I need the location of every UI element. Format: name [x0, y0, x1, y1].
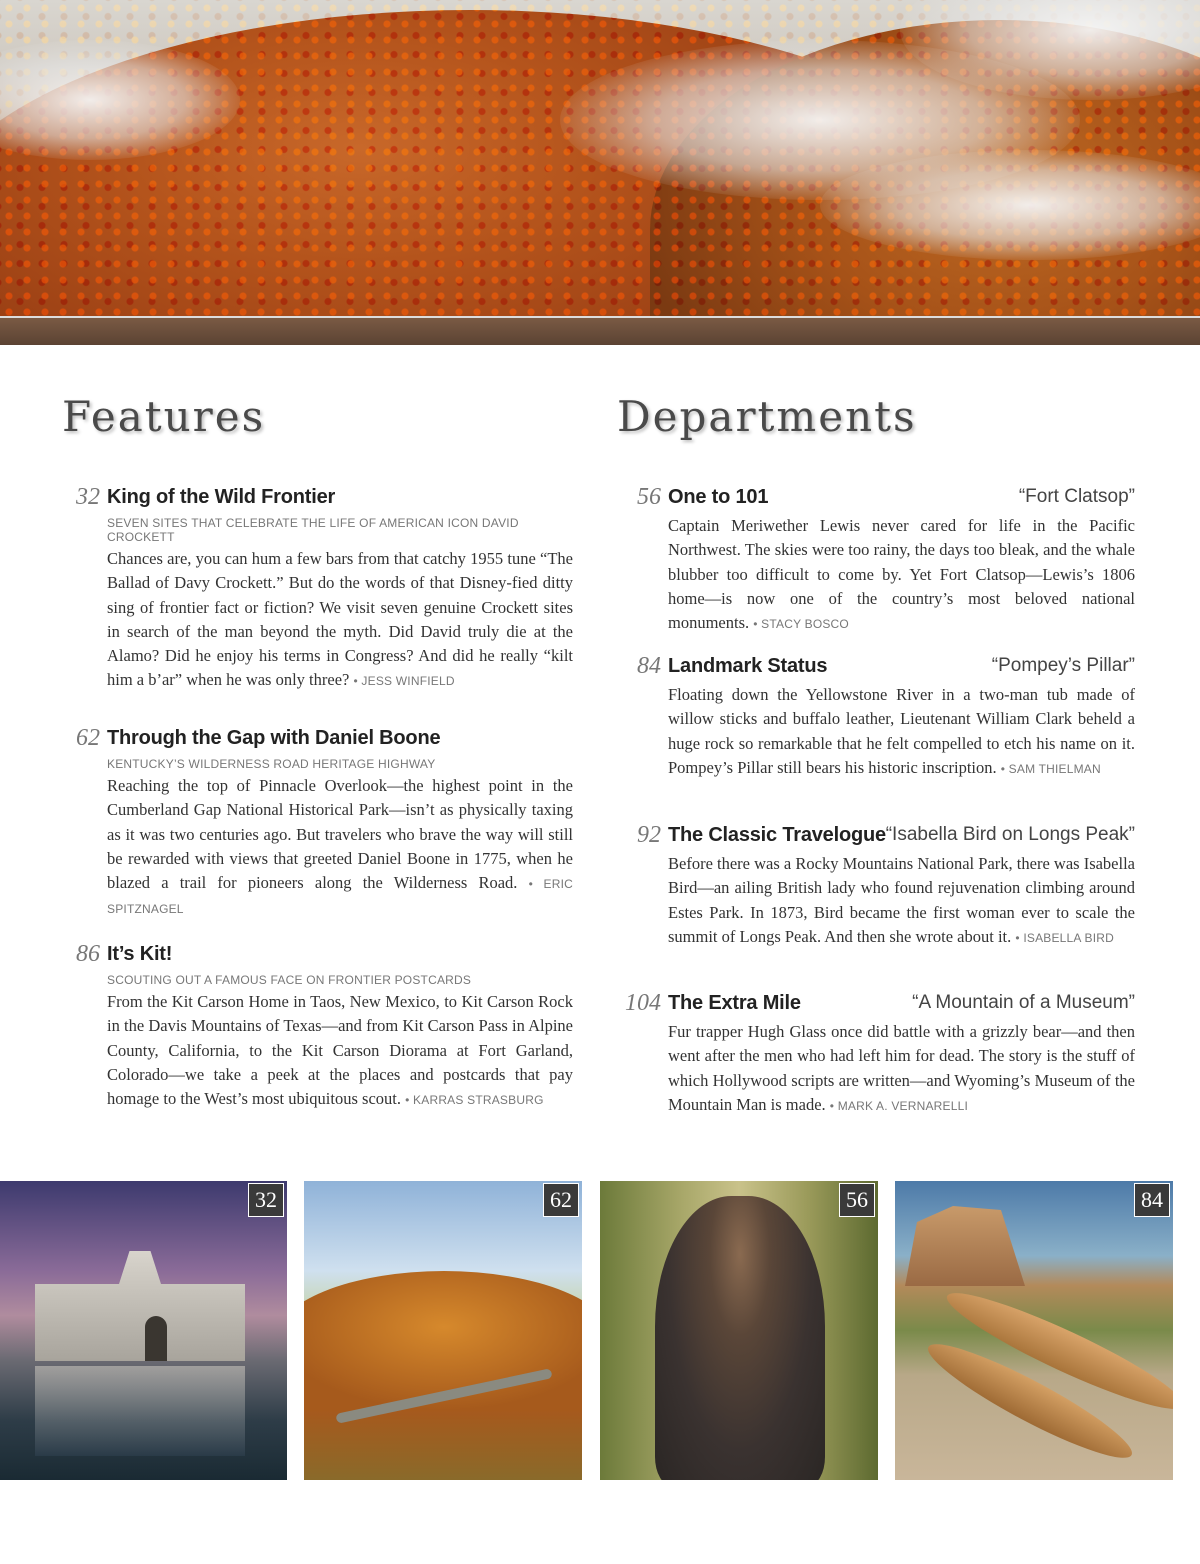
- department-entry[interactable]: [637, 653, 1135, 781]
- photo-alamo[interactable]: [0, 1181, 287, 1480]
- photo-sacagawea-statue[interactable]: [600, 1181, 878, 1480]
- feature-body: Chances are, you can hum a few bars from that catchy 1955 tune “The Ballad of Davy Crockett.” But do the words of that Disney-fied ditty sing of frontier fact or fiction? We visit seven genuine Crockett sites in search of the man beyond the myth. Did David truly die at the Alamo? Did he enjoy his terms in Congress? And did he really “kilt him a b’ar” when he was only three? • JESS WINFIELD: [107, 549, 573, 690]
- department-title[interactable]: One to 101: [668, 486, 769, 508]
- byline: • KARRAS STRASBURG: [405, 1093, 544, 1108]
- feature-title[interactable]: King of the Wild Frontier: [107, 486, 336, 508]
- feature-kicker: SCOUTING OUT A FAMOUS FACE ON FRONTIER POSTCARDS: [107, 973, 472, 987]
- department-entry[interactable]: [637, 484, 1135, 636]
- photo-page-badge: 84: [1134, 1183, 1170, 1217]
- byline: • ISABELLA BIRD: [1015, 930, 1114, 945]
- alamo-building: [35, 1251, 245, 1361]
- feature-title[interactable]: Through the Gap with Daniel Boone: [107, 727, 441, 749]
- feature-kicker: KENTUCKY’S WILDERNESS ROAD HERITAGE HIGHWAY: [107, 757, 436, 771]
- byline: • STACY BOSCO: [753, 617, 849, 632]
- feature-body: From the Kit Carson Home in Taos, New Mexico, to Kit Carson Rock in the Davis Mountains of Texas—and from Kit Carson Pass in Alpine County, California, to the Kit Carson Diorama at Fort Garland, Colorado—we take a peek at the places and postcards that pay homage to the West’s most ubiquitous scout. • KARRAS STRASBURG: [107, 992, 573, 1109]
- photo-page-badge: 62: [543, 1183, 579, 1217]
- photo-pompeys-pillar[interactable]: [895, 1181, 1173, 1480]
- department-title[interactable]: The Extra Mile: [668, 992, 801, 1014]
- department-subject: “Isabella Bird on Longs Peak”: [885, 824, 1135, 845]
- department-title[interactable]: The Classic Travelogue: [668, 824, 886, 846]
- byline: • MARK A. VERNARELLI: [829, 1098, 969, 1113]
- page-number: 56: [637, 484, 661, 510]
- feature-entry[interactable]: [76, 941, 573, 1112]
- alamo-door: [145, 1316, 167, 1361]
- byline: • ERIC SPITZNAGEL: [107, 877, 574, 917]
- department-body: Fur trapper Hugh Glass once did battle with a grizzly bear—and then went after the men who had left him for dead. The story is the stuff of which Hollywood scripts are written—and Wyoming’s Museum of the Mountain Man is made. • MARK A. VERNARELLI: [668, 1022, 1135, 1114]
- department-subject: “Fort Clatsop”: [1018, 486, 1135, 507]
- feature-title[interactable]: It’s Kit!: [107, 943, 173, 965]
- department-entry[interactable]: [637, 822, 1135, 950]
- photo-cumberland-gap[interactable]: [304, 1181, 582, 1480]
- page-number: 84: [637, 653, 661, 679]
- alamo-reflection: [35, 1366, 245, 1456]
- department-title[interactable]: Landmark Status: [668, 655, 828, 677]
- hero-bottom-band: [0, 318, 1200, 345]
- department-body: Floating down the Yellowstone River in a two-man tub made of willow sticks and buffalo leather, Lieutenant William Clark beheld a huge rock so remarkable that he felt compelled to etch his name on it. Pompey’s Pillar still bears his historic inscription. • SAM THIELMAN: [668, 685, 1135, 777]
- departments-heading: Departments: [617, 392, 917, 441]
- feature-kicker: SEVEN SITES THAT CELEBRATE THE LIFE OF AMERICAN ICON DAVID CROCKETT: [107, 516, 519, 544]
- department-body: Before there was a Rocky Mountains National Park, there was Isabella Bird—an ailing British lady who found rejuvenation climbing around Estes Park. In 1873, Bird became the first woman ever to scale the summit of Longs Peak. And then she wrote about it. • ISABELLA BIRD: [668, 854, 1135, 946]
- page-number: 86: [76, 941, 100, 967]
- page-number: 104: [625, 990, 661, 1016]
- page-number: 32: [76, 484, 100, 510]
- feature-body: Reaching the top of Pinnacle Overlook—the highest point in the Cumberland Gap National Historical Park—isn’t as physically taxing as it was two centuries ago. But travelers who brave the way will still be rewarded with views that greeted Daniel Boone in 1775, when he blazed a trail for pioneers along the Wilderness Road. • ERIC SPITZNAGEL: [107, 776, 574, 917]
- hero-photo-autumn-mountain: [0, 0, 1200, 345]
- department-entry[interactable]: [625, 990, 1135, 1118]
- department-body: Captain Meriwether Lewis never cared for life in the Pacific Northwest. The skies were too rainy, the days too bleak, and the whale blubber too difficult to come by. Yet Fort Clatsop—Lewis’s 1806 home—is now one of the country’s most beloved national monuments. • STACY BOSCO: [668, 516, 1135, 633]
- photo-page-badge: 32: [248, 1183, 284, 1217]
- features-heading: Features: [62, 392, 266, 441]
- sandstone-rock: [905, 1206, 1025, 1286]
- department-subject: “A Mountain of a Museum”: [912, 992, 1135, 1013]
- byline: • JESS WINFIELD: [353, 674, 455, 689]
- department-subject: “Pompey’s Pillar”: [991, 655, 1135, 676]
- byline: • SAM THIELMAN: [1000, 761, 1101, 776]
- page-number: 92: [637, 822, 661, 848]
- bronze-statue: [655, 1196, 825, 1480]
- photo-page-badge: 56: [839, 1183, 875, 1217]
- feature-entry[interactable]: [76, 725, 574, 922]
- page-number: 62: [76, 725, 100, 751]
- feature-entry[interactable]: [76, 484, 573, 694]
